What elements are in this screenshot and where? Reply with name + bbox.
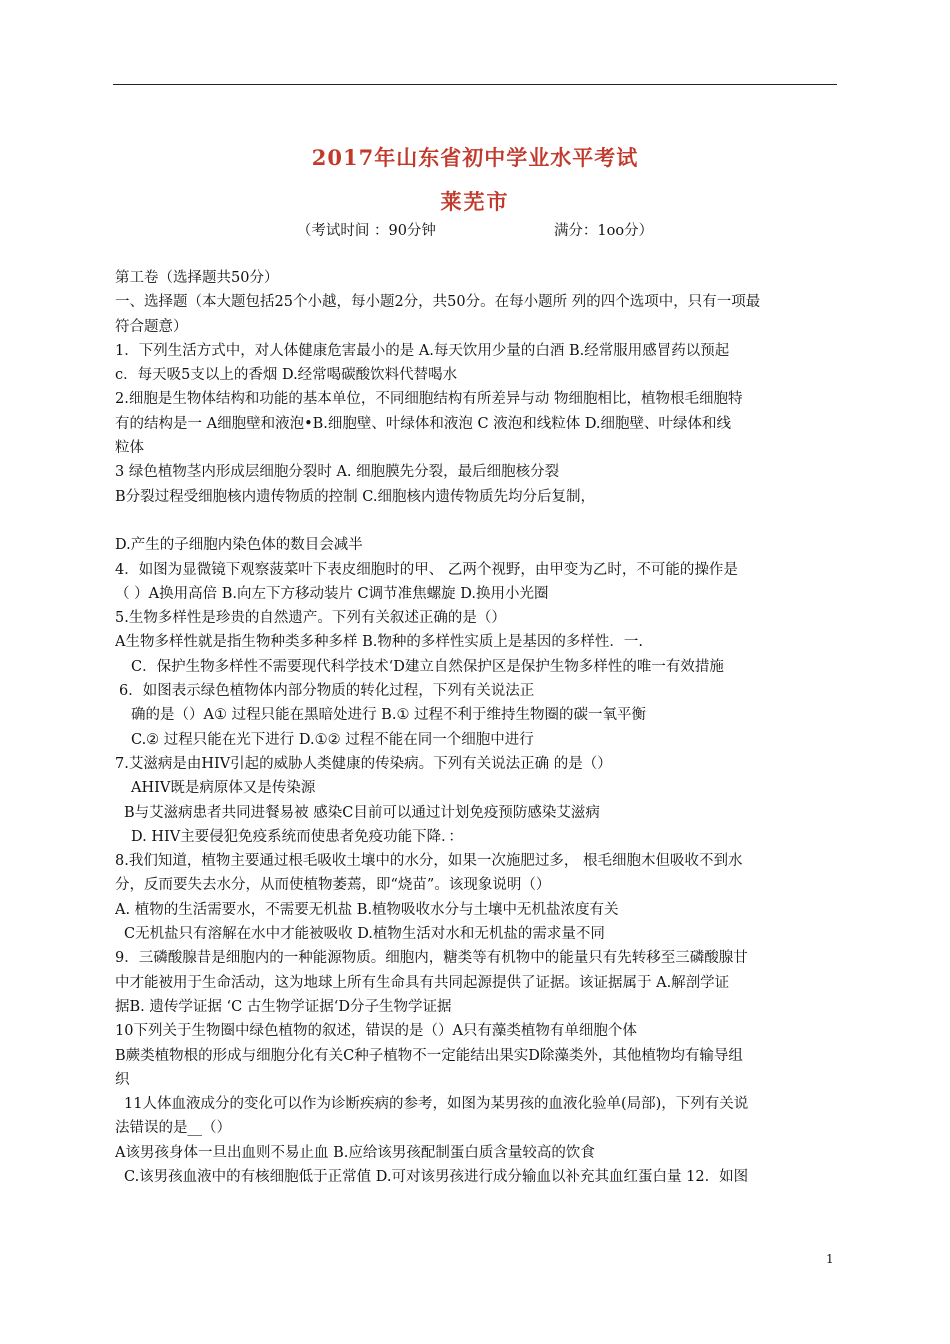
text-line: 织 bbox=[115, 1071, 130, 1088]
text-line: A该男孩身体一旦出血则不易止血 B.应给该男孩配制蛋白质含量较高的饮食 bbox=[115, 1144, 595, 1161]
exam-time: （考试时间 ：90分钟 bbox=[296, 223, 436, 239]
text-line: C.② 过程只能在光下进行 D.①② 过程不能在同一个细胞中进行 bbox=[131, 731, 534, 748]
text-line: 9．三磷酸腺昔是细胞内的一种能源物质。细胞内，糖类等有机物中的能量只有先转移至三磷酸腺甘 bbox=[115, 950, 748, 967]
text-line: 8.我们知道，植物主要通过根毛吸收土壤中的水分，如果一次施肥过多， 根毛细胞木但吸收不到水 bbox=[115, 853, 743, 870]
text-line: B分裂过程受细胞核内遗传物质的控制 C.细胞核内遗传物质先均分后复制， bbox=[115, 488, 595, 505]
text-line: 有的结构是一 A细胞壁和液泡•B.细胞壁、叶绿体和液泡 C 液泡和线粒体 D.细胞壁、叶绿体和线 bbox=[115, 415, 732, 432]
text-line: A. 植物的生活需要水，不需要无机盐 B.植物吸收水分与土壤中无机盐浓度有关 bbox=[115, 901, 619, 918]
text-line: 符合题意） bbox=[115, 318, 188, 335]
text-line bbox=[115, 509, 840, 533]
page-number: 1 bbox=[826, 1252, 834, 1266]
text-line: 7.艾滋病是由HIV引起的威胁人类健康的传染病。下列有关说法正确 的是（） bbox=[115, 755, 612, 772]
text-line: 11人体血液成分的变化可以作为诊断疾病的参考，如图为某男孩的血液化验单(局部)，下列有关说 bbox=[124, 1096, 749, 1113]
text-line: B与艾滋病患者共同进餐易被 感染C目前可以通过计划免疫预防感染艾滋病 bbox=[124, 804, 600, 821]
text-line: D.产生的子细胞内染色体的数目会减半 bbox=[115, 537, 363, 554]
text-line: C．保护生物多样性不需要现代科学技术‘D建立自然保护区是保护生物多样性的唯一有效措施 bbox=[131, 658, 724, 675]
header-rule bbox=[113, 84, 837, 85]
text-line: 确的是（）A① 过程只能在黑暗处进行 B.① 过程不利于维持生物圈的碳一氧平衡 bbox=[131, 707, 647, 724]
text-line: 据B. 遗传学证据 ‘C 古生物学证据‘D分子生物学证据 bbox=[115, 998, 452, 1015]
question-body bbox=[115, 266, 840, 1189]
text-line: 分，反而要失去水分，从而使植物萎蔫，即“烧苗”。该现象说明（） bbox=[115, 877, 551, 894]
text-line: 粒体 bbox=[115, 440, 144, 457]
text-line: c．每天吸5支以上的香烟 D.经常喝碳酸饮料代替喝水 bbox=[115, 367, 458, 384]
text-line: 法错误的是__（） bbox=[115, 1120, 231, 1137]
full-score: 满分：1oo分） bbox=[553, 223, 654, 239]
exam-meta bbox=[0, 219, 950, 240]
text-line: AHIV既是病原体又是传染源 bbox=[131, 780, 316, 797]
text-line: 5.生物多样性是珍贵的自然遗产。下列有关叙述正确的是（） bbox=[115, 610, 506, 627]
text-line: 10下列关于生物圈中绿色植物的叙述，错误的是（）A只有藻类植物有单细胞个体 bbox=[115, 1023, 637, 1040]
text-line: 一、选择题（本大题包括25个小越，每小题2分，共50分。在每小题所 列的四个选项中，只有一项最 bbox=[115, 294, 761, 311]
text-line: 4．如图为显微镜下观察菠菜叶下表皮细胞时的甲、 乙两个视野，由甲变为乙时，不可能的操作是 bbox=[115, 561, 738, 578]
text-line: 1．下列生活方式中，对人体健康危害最小的是 A.每天饮用少量的白酒 B.经常服用感冒药以预起 bbox=[115, 342, 730, 359]
text-line: （ ）A换用高倍 B.向左下方移动装片 C调节准焦螺旋 D.换用小光圈 bbox=[115, 585, 549, 602]
text-line: B蕨类植物根的形成与细胞分化有关C种子植物不一定能结出果实D除藻类外，其他植物均有输导组 bbox=[115, 1047, 743, 1064]
text-line: 第工卷（选择题共50分） bbox=[115, 270, 279, 286]
text-line: 中才能被用于生命活动，这为地球上所有生命具有共同起源提供了证据。该证据属于 A.解剖学证 bbox=[115, 974, 730, 991]
text-line: C无机盐只有溶解在水中才能被吸收 D.植物生活对水和无机盐的需求量不同 bbox=[124, 926, 605, 943]
text-line: D. HIV主要侵犯免疫系统而使患者免疫功能下降．： bbox=[131, 828, 463, 845]
text-line: C.该男孩血液中的有核细胞低于正常值 D.可对该男孩进行成分输血以补充其血红蛋白量 12．如图 bbox=[124, 1168, 749, 1185]
text-line: 6．如图表示绿色植物体内部分物质的转化过程，下列有关说法正 bbox=[119, 683, 535, 700]
exam-subtitle: 莱芜市 bbox=[440, 189, 510, 214]
text-line: A生物多样性就是指生物种类多种多样 B.物种的多样性实质上是基因的多样性．一. bbox=[115, 634, 643, 651]
text-line: 2.细胞是生物体结构和功能的基本单位，不同细胞结构有所差异与动 物细胞相比，植物根毛细胞特 bbox=[115, 391, 743, 408]
text-line: 3 绿色植物茎内形成层细胞分裂时 A. 细胞膜先分裂，最后细胞核分裂 bbox=[115, 464, 560, 481]
exam-title: 2017年山东省初中学业水平考试 bbox=[311, 145, 639, 170]
